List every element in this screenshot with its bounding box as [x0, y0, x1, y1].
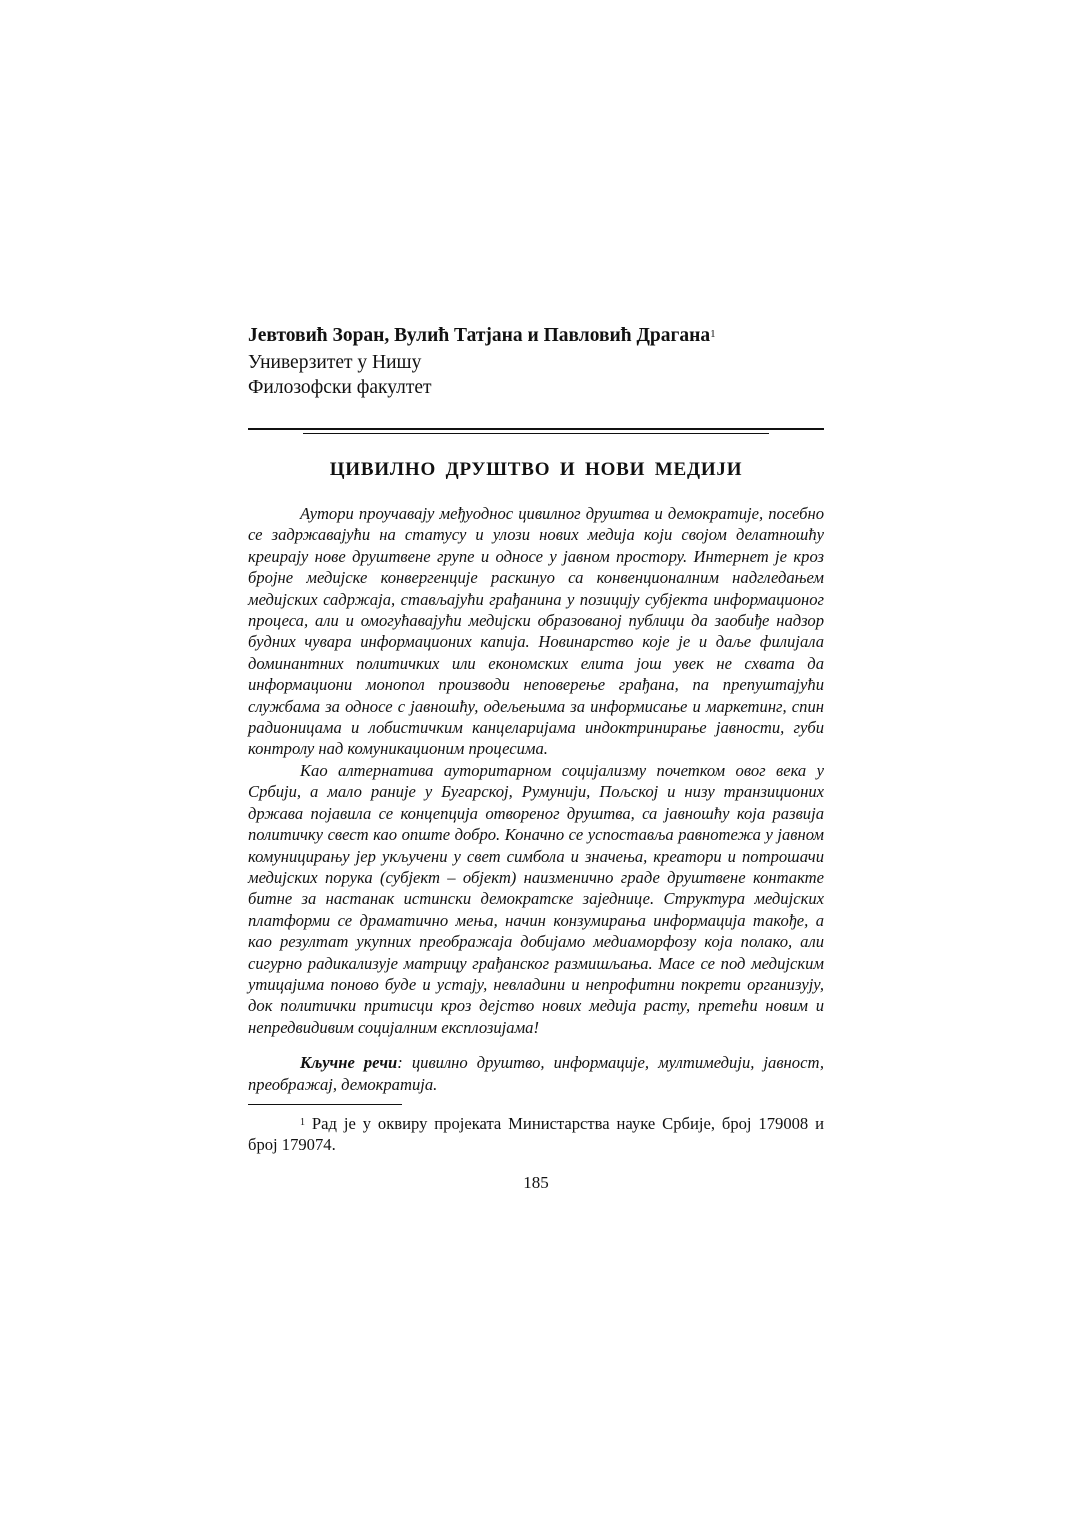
abstract-paragraph-2: Као алтернатива ауторитарном социјализму почетком овог века у Србији, а мало раније у Бугарској, Румунији, Пољској и низу транзиционих држава појавила се концепција отвореног друштва, са јавношћу која развија политичку свест као опште добро. Коначно се успоставља равнотежа у јавном комуницирању јер укључени у свет симбола и значења, креатори и потрошачи медијских порука (субјект – објект) наизменично граде друштвене контакте битне за настанак истински демократске заједнице. Структура медијских платформи се драматично мења, начин конзумирања информација такође, а као резултат укупних преображаја добијамо медиаморфозу која полако, али сигурно радикализује матрицу грађанског размишљања. Масе се под медијским утицајима поново буде и устају, невладини и непрофитни покрети организују, док политички притисци кроз дејство нових медија расту, претећи новим и непредвидивим социјалним експлозијама!	[248, 760, 824, 1037]
paper-title: ЦИВИЛНО ДРУШТВО И НОВИ МЕДИЈИ	[329, 459, 743, 480]
keywords-label: Кључне речи	[300, 1053, 398, 1073]
abstract-paragraph-1: Аутори проучавају међуоднос цивилног друштва и демократије, посебно се задржавајући на статусу и улози нових медија који својом делатношћу креирају нове друштвене групе и односе у јавном простору. Интернет је кроз бројне медијске конвергенције раскинуо са конвенционалним надгледањем медијских садржаја, стављајући грађанина у позицију субјекта информационог процеса, али и омогућавајући медијски образованој публици да заобиђе надзор будних чувара информационих капија. Новинарство које је и даље филијала доминантних политичких или економских елита још увек не схвата да информациони монопол производи неповерење грађана, па препуштајући службама за односе с јавношћу, одељењима за информисање и маркетинг, спин радионицама и лобистичким канцеларијама индоктринирање јавности, губи контролу над комуникационим процесима.	[248, 504, 824, 759]
authors: Јевтовић Зоран, Вулић Татјана и Павловић Драгана	[248, 325, 711, 346]
authors-line	[248, 322, 824, 350]
footnote	[248, 1113, 824, 1156]
double-rule-divider	[248, 428, 824, 436]
faculty: Филозофски факултет	[248, 377, 432, 398]
thick-rule	[248, 428, 824, 430]
university: Универзитет у Нишу	[248, 352, 422, 373]
thin-rule	[303, 433, 769, 434]
page-number: 185	[523, 1172, 549, 1192]
footnote-text: Рад је у оквиру пројеката Министарства науке Србије, број 179008 и број 179074.	[248, 1113, 824, 1155]
footnote-rule	[248, 1104, 402, 1105]
keywords-text: цивилно друштво, информације, мултимедији, јавност, преображај, демократија.	[248, 1053, 824, 1094]
footnote-mark: 1	[300, 1116, 305, 1128]
abstract	[248, 503, 824, 1038]
authors-footnote-mark[interactable]: 1	[710, 328, 716, 340]
keywords-separator: :	[397, 1053, 403, 1073]
keywords	[248, 1052, 824, 1095]
paper-page	[248, 322, 824, 1194]
